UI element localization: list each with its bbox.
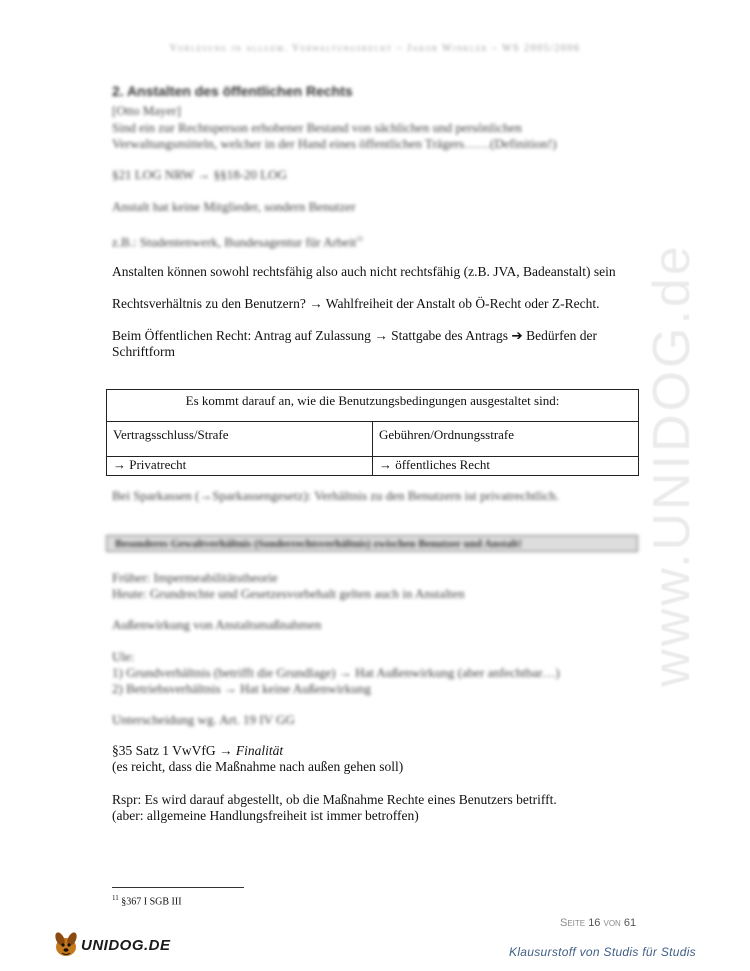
watermark — [643, 243, 701, 687]
page-current: 16 — [588, 917, 601, 929]
paragraph-line: (aber: allgemeine Handlungsfreiheit ist immer betroffen) — [112, 808, 419, 823]
paragraph-rechtsfaehig: Anstalten können sowohl rechtsfähig also auch nicht rechtsfähig (z.B. JVA, Badeanstalt) sein — [112, 264, 616, 279]
page-of-label: von — [603, 917, 621, 929]
paragraph-rspr: Rspr: Es wird darauf abgestellt, ob die Maßnahme Rechte eines Benutzers betrifft. — [112, 792, 557, 807]
page-number — [560, 917, 636, 929]
blurred-line: 1) Grundverhältnis (betrifft die Grundlage) → Hat Außenwirkung (aber anfechtbar…) — [112, 665, 560, 680]
footnote-number: 11 — [112, 894, 119, 902]
blurred-line: Bei Sparkassen (→Sparkassengesetz): Verhältnis zu den Benutzern ist privatrechtlich. — [112, 488, 560, 503]
running-head: Vorlesung in allgem. Verwaltungsrecht – Jakob Winkler – WS 2005/2006 — [169, 43, 581, 54]
blurred-example-text: z.B.: Studentenwerk, Bundesagentur für Arbeit — [112, 234, 357, 250]
table-row — [107, 422, 639, 457]
table-cell: → öffentliches Recht — [373, 457, 639, 476]
blurred-line — [112, 231, 642, 250]
dog-icon — [51, 929, 81, 959]
table-cell: → Privatrecht — [107, 457, 373, 476]
boxed-heading: Besonderes Gewaltverhältnis (Sonderrechtsverhältnis) zwischen Benutzer und Anstalt! — [106, 535, 638, 552]
watermark-text: www.UNIDOG.de — [643, 243, 701, 687]
blurred-line: Heute: Grundrechte und Gesetzesvorbehalt gelten auch in Anstalten — [112, 586, 465, 601]
blurred-line: Früher: Impermeabilitätstheorie — [112, 570, 278, 585]
footnote-text: §367 I SGB III — [121, 896, 182, 908]
blurred-line: §21 LOG NRW → §§18-20 LOG — [112, 167, 287, 182]
footnote-ref: 11 — [356, 235, 364, 243]
table-cell: Gebühren/Ordnungsstrafe — [373, 422, 639, 457]
blurred-line: Anstalt hat keine Mitglieder, sondern Benutzer — [112, 199, 356, 214]
blurred-line: 2) Betriebsverhältnis → Hat keine Außenwirkung — [112, 681, 371, 696]
paragraph-line: Schriftform — [112, 344, 175, 359]
blurred-line: Verwaltungsmitteln, welcher in der Hand eines öffentlichen Trägers……(Definition!) — [112, 136, 557, 151]
blurred-line: Ule: — [112, 649, 135, 664]
paragraph-finalitaet — [112, 743, 652, 759]
finalitaet-term: Finalität — [235, 743, 284, 758]
blurred-line: Unterscheidung wg. Art. 19 IV GG — [112, 712, 295, 727]
paragraph-line: (es reicht, dass die Maßnahme nach außen gehen soll) — [112, 759, 404, 774]
blurred-line: [Otto Mayer] — [112, 103, 181, 118]
unidog-logo — [51, 929, 171, 959]
footnote-rule — [112, 887, 244, 888]
logo-wordmark: UNIDOG.DE — [81, 937, 171, 954]
footnote — [112, 894, 182, 907]
blurred-line: Außenwirkung von Anstaltsmaßnahmen — [112, 617, 322, 632]
vwvfg-reference: §35 Satz 1 VwVfG → — [112, 743, 233, 758]
table-row — [107, 457, 639, 476]
blurred-line: Sind ein zur Rechtsperson erhobener Bestand von sächlichen und persönlichen — [112, 120, 522, 135]
slogan: Klausurstoff von Studis für Studis — [509, 945, 696, 959]
table-header: Es kommt darauf an, wie die Benutzungsbedingungen ausgestaltet sind: — [107, 390, 639, 422]
paragraph-oeffentliches-recht — [112, 328, 652, 360]
paragraph-line: Beim Öffentlichen Recht: Antrag auf Zulassung → Stattgabe des Antrags ➔ Bedürfen der — [112, 328, 597, 343]
page-label: Seite — [560, 917, 586, 929]
comparison-table — [106, 389, 639, 476]
table-cell: Vertragsschluss/Strafe — [107, 422, 373, 457]
section-heading: 2. Anstalten des öffentlichen Rechts — [112, 83, 353, 99]
page-total: 61 — [623, 917, 637, 929]
paragraph-rechtsverhaeltnis: Rechtsverhältnis zu den Benutzern? → Wahlfreiheit der Anstalt ob Ö-Recht oder Z-Recht. — [112, 296, 600, 311]
